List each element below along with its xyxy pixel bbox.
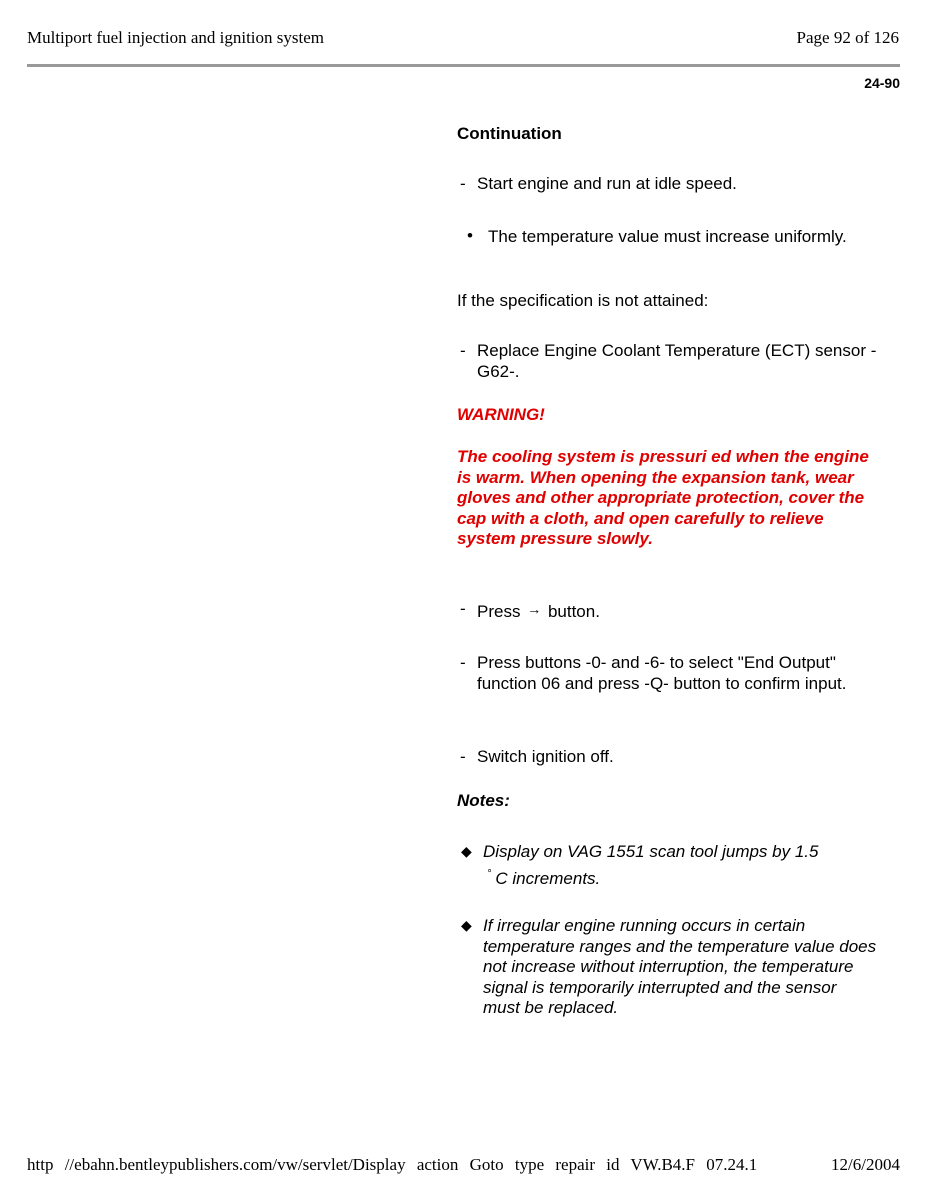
footer-url: http //ebahn.bentleypublishers.com/vw/servlet/Display action Goto type repair id VW.B4.F 07.24.1	[27, 1155, 758, 1174]
page-footer	[27, 1155, 900, 1175]
right-arrow-icon: →	[527, 601, 542, 617]
bullet-temperature-increase: • The temperature value must increase uniformly.	[467, 226, 847, 246]
step-end-output: - Press buttons -0- and -6- to select "End Output" function 06 and press -Q- button to confirm input.	[460, 653, 847, 693]
document-title: Multiport fuel injection and ignition system	[27, 28, 324, 47]
header-divider	[27, 64, 900, 67]
warning-text: The cooling system is pressuri ed when the engine is warm. When opening the expansion tank, wear gloves and other appropriate protection, cover the cap with a cloth, and open carefully to relieve system pressure slowly.	[457, 447, 869, 548]
dash-marker: -	[460, 653, 466, 672]
notes-title: Notes:	[457, 791, 510, 810]
dash-marker: -	[460, 599, 466, 618]
spec-not-attained-text: If the specification is not attained:	[457, 291, 709, 310]
note-irregular-running: ◆ If irregular engine running occurs in certain temperature ranges and the temperature value does not increase without interruption, the temperature signal is temporarily interrupted and the sensor must be replaced.	[461, 916, 877, 1017]
dash-marker: -	[460, 747, 466, 766]
footer-date: 12/6/2004	[831, 1155, 900, 1174]
note-scan-tool: ◆ Display on VAG 1551 scan tool jumps by 1.5 ° C increments.	[461, 842, 819, 888]
dash-marker: -	[460, 174, 466, 193]
diamond-bullet-icon: ◆	[461, 843, 472, 859]
section-number: 24-90	[864, 75, 900, 91]
degree-symbol: °	[487, 868, 492, 880]
step-start-engine: - Start engine and run at idle speed.	[460, 174, 737, 193]
bullet-icon: •	[467, 226, 473, 245]
step-press-arrow: - Press → button.	[460, 599, 600, 621]
step-ignition-off: - Switch ignition off.	[460, 747, 614, 766]
step-replace-sensor: - Replace Engine Coolant Temperature (ECT) sensor -G62-.	[460, 341, 877, 381]
continuation-heading: Continuation	[457, 124, 562, 143]
dash-marker: -	[460, 341, 466, 360]
warning-title: WARNING!	[457, 405, 545, 424]
page-number: Page 92 of 126	[796, 28, 899, 47]
diamond-bullet-icon: ◆	[461, 917, 472, 933]
